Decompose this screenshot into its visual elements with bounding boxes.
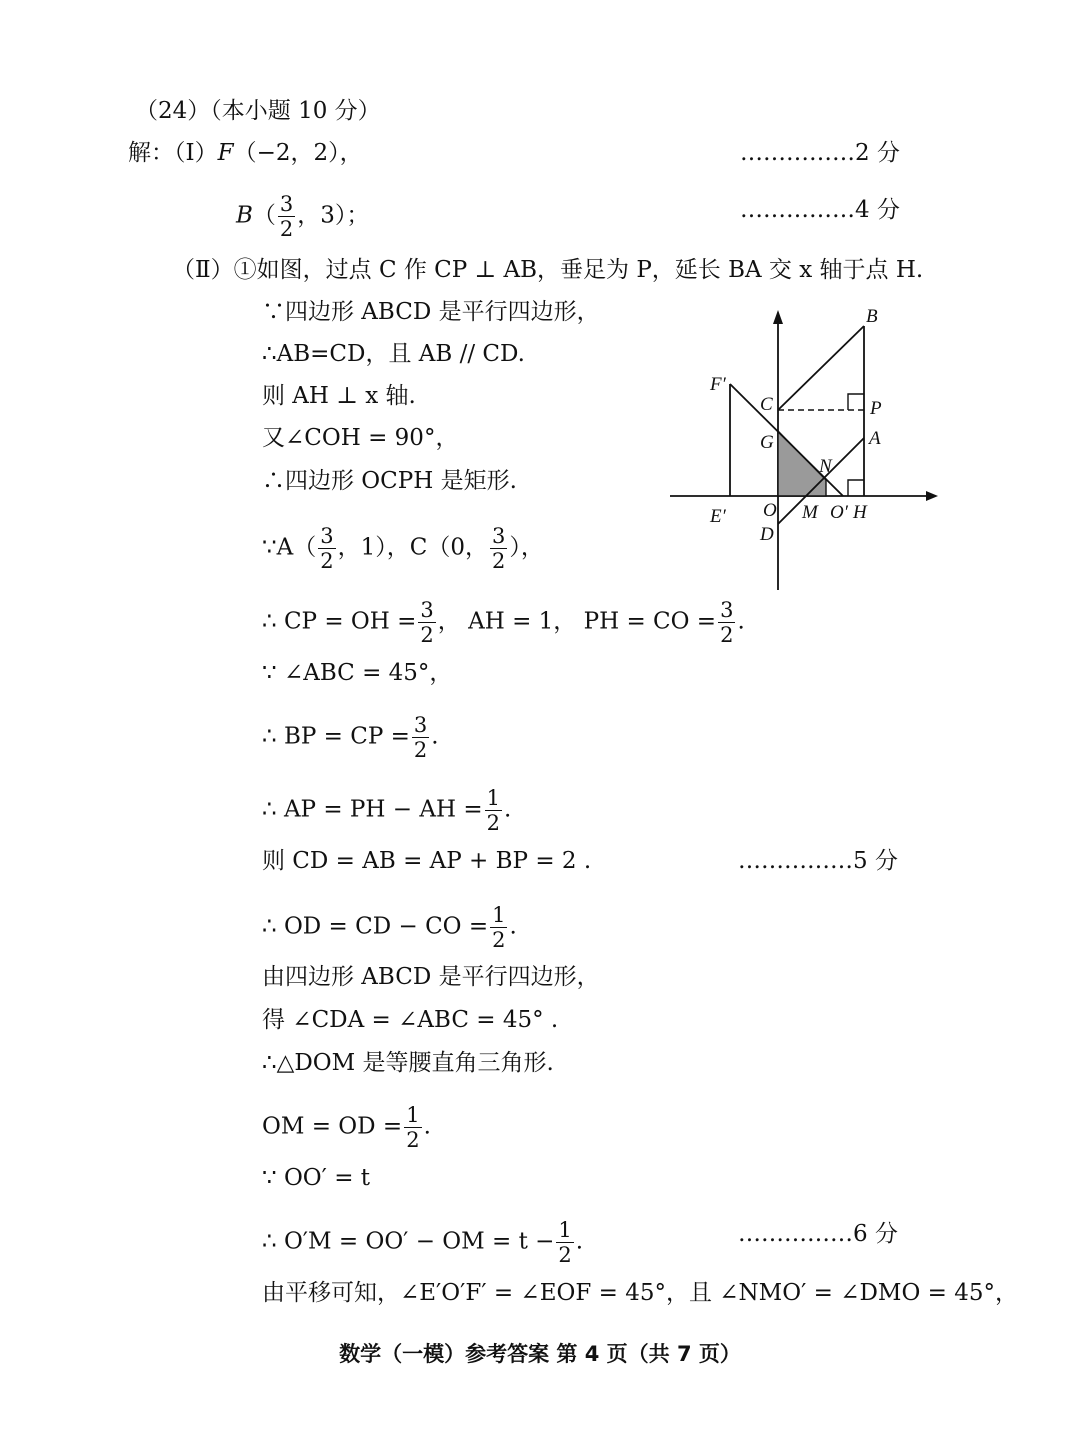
- step-line-13: 由四边形 ABCD 是平行四边形，: [262, 964, 600, 990]
- question-header: （24）（本小题 10 分）: [135, 98, 381, 124]
- label-O: O: [763, 500, 777, 521]
- denominator: 2: [492, 549, 506, 573]
- numerator: 3: [420, 598, 434, 622]
- fraction: [490, 903, 507, 952]
- text: ∴ CP = OH =: [262, 608, 417, 635]
- denominator: 2: [420, 623, 434, 647]
- score-4: ……………4 分: [740, 197, 900, 223]
- score-2: ……………2 分: [740, 140, 900, 166]
- fraction: [318, 524, 335, 573]
- step-line-12: [262, 903, 517, 952]
- x-axis-arrow: [926, 491, 938, 501]
- denominator: 2: [720, 623, 734, 647]
- page-footer: 数学（一模）参考答案 第 4 页（共 7 页）: [339, 1342, 741, 1366]
- label-O-prime: O′: [830, 502, 848, 523]
- step-line-16: [262, 1103, 431, 1152]
- geometry-figure: [660, 300, 950, 600]
- label-D: D: [760, 524, 774, 545]
- text: ∴ O′M = OO′ − OM = t −: [262, 1228, 555, 1255]
- step-line-1: ∵四边形 ABCD 是平行四边形，: [262, 299, 600, 325]
- text: ∴ AP = PH − AH =: [262, 796, 483, 823]
- numerator: 1: [486, 786, 500, 810]
- text: ，1），C（0，: [337, 534, 488, 561]
- label-C: C: [760, 394, 773, 415]
- part2-intro: （Ⅱ）①如图，过点 C 作 CP ⊥ AB，垂足为 P，延长 BA 交 x 轴于点 H.: [172, 257, 924, 283]
- step-line-10: [262, 786, 511, 835]
- paren-open: （: [252, 202, 276, 229]
- denominator: 2: [279, 217, 294, 241]
- denominator: 2: [413, 738, 428, 762]
- text: .: [737, 608, 745, 635]
- solution-prefix: 解：（Ⅰ）: [128, 140, 218, 166]
- label-G: G: [760, 432, 774, 453]
- denominator: 2: [558, 1243, 572, 1267]
- text: .: [509, 913, 517, 940]
- fraction: [404, 1103, 421, 1152]
- fraction: [485, 786, 502, 835]
- right-angle-H: [848, 480, 864, 496]
- text: ∴ BP = CP =: [262, 723, 410, 750]
- score-6: ……………6 分: [738, 1221, 898, 1247]
- numerator: 1: [492, 903, 506, 927]
- denominator: 2: [406, 1128, 420, 1152]
- score-5: ……………5 分: [738, 848, 898, 874]
- label-N: N: [819, 456, 832, 477]
- point-F-label: F: [217, 140, 234, 166]
- denominator: 2: [486, 811, 500, 835]
- text: ， AH = 1， PH = CO =: [437, 608, 717, 635]
- denominator: 2: [320, 549, 334, 573]
- fraction: [418, 598, 435, 647]
- label-F-prime: F′: [710, 374, 726, 395]
- step-line-19: 由平移可知，∠E′O′F′ = ∠EOF = 45°，且 ∠NMO′ = ∠DMO = 45°，: [262, 1280, 1018, 1306]
- numerator: 1: [406, 1103, 420, 1127]
- point-B-label: B: [236, 202, 253, 229]
- step-line-8: ∵ ∠ABC = 45°，: [262, 660, 453, 686]
- numerator: 3: [413, 713, 428, 737]
- step-line-11: 则 CD = AB = AP + BP = 2 .: [262, 848, 592, 874]
- step-line-17: ∵ OO′ = t: [262, 1165, 371, 1191]
- fraction: [278, 192, 295, 241]
- label-M: M: [802, 502, 818, 523]
- fraction: [556, 1218, 573, 1267]
- text: .: [575, 1228, 584, 1255]
- text: .: [423, 1113, 431, 1140]
- step-line-9: [262, 713, 439, 762]
- numerator: 3: [320, 524, 334, 548]
- y-axis-arrow: [773, 310, 783, 324]
- text: ），: [509, 534, 544, 561]
- text: ∵A（: [262, 534, 317, 561]
- step-line-4: 又∠COH = 90°，: [262, 425, 459, 451]
- segment-CB: [778, 326, 864, 410]
- numerator: 3: [492, 524, 506, 548]
- step-line-5: ∴四边形 OCPH 是矩形.: [262, 468, 517, 494]
- fraction: [718, 598, 735, 647]
- step-line-15: ∴△DOM 是等腰直角三角形.: [262, 1050, 554, 1076]
- text: OM = OD =: [262, 1113, 403, 1140]
- step-line-6: [262, 524, 544, 573]
- answer-F-line: [128, 138, 363, 168]
- label-P: P: [870, 398, 882, 419]
- point-F-coords: （−2，2），: [233, 140, 363, 166]
- step-line-14: 得 ∠CDA = ∠ABC = 45° .: [262, 1007, 559, 1033]
- numerator: 3: [279, 192, 294, 216]
- fraction: [412, 713, 429, 762]
- numerator: 1: [558, 1218, 572, 1242]
- label-E-prime: E′: [710, 506, 726, 527]
- step-line-7: [262, 598, 745, 647]
- step-line-3: 则 AH ⊥ x 轴.: [262, 383, 416, 409]
- numerator: 3: [720, 598, 734, 622]
- label-H: H: [853, 502, 867, 523]
- text: ∴ OD = CD − CO =: [262, 913, 489, 940]
- step-line-18: [262, 1218, 583, 1267]
- denominator: 2: [492, 928, 506, 952]
- paren-close: ，3）；: [297, 202, 370, 229]
- fraction: [490, 524, 507, 573]
- text: .: [431, 723, 439, 750]
- answer-B-line: [236, 192, 369, 241]
- label-B: B: [866, 306, 878, 327]
- right-angle-P: [848, 394, 864, 410]
- step-line-2: ∴AB=CD，且 AB // CD.: [262, 341, 525, 367]
- label-A: A: [869, 428, 881, 449]
- text: .: [503, 796, 512, 823]
